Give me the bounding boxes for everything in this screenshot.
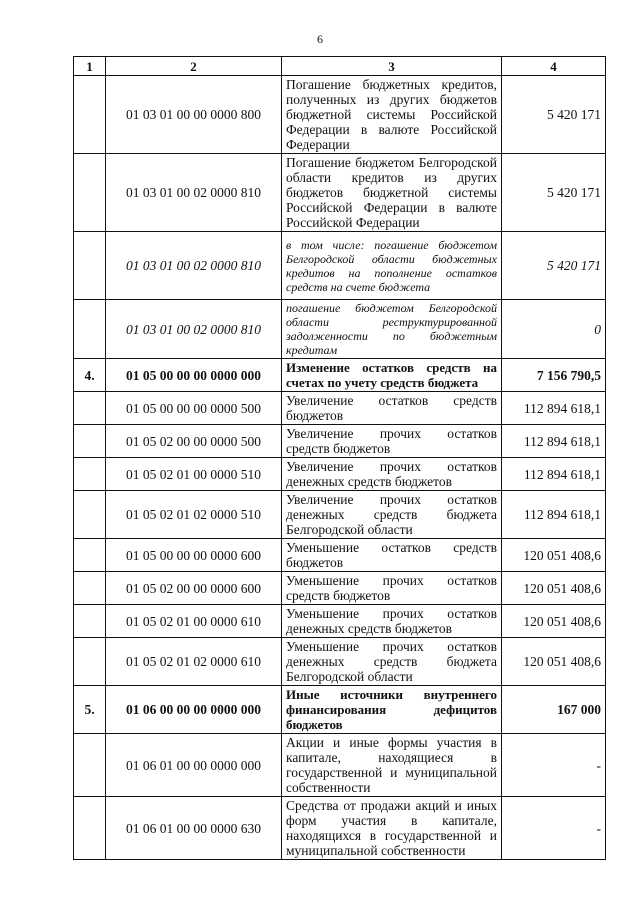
row-number [74,605,106,638]
row-amount: 5 420 171 [502,76,606,154]
table-row [74,686,606,734]
row-amount: - [502,797,606,860]
budget-code: 01 06 01 00 00 0000 630 [106,797,282,860]
row-amount: 120 051 408,6 [502,572,606,605]
header-col-1: 1 [74,57,106,76]
budget-code: 01 05 00 00 00 0000 500 [106,392,282,425]
page-number: 6 [317,32,323,46]
budget-code: 01 05 02 01 00 0000 510 [106,458,282,491]
row-description: Акции и иные формы участия в капитале, находящиеся в государственной и муниципальной собственности [282,734,502,797]
row-number [74,76,106,154]
row-description: Увеличение прочих остатков денежных средств бюджетов [282,458,502,491]
row-amount: 112 894 618,1 [502,491,606,539]
table-row [74,572,606,605]
row-description: Средства от продажи акций и иных форм участия в капитале, находящихся в государственной и муниципальной собственности [282,797,502,860]
row-number: 5. [74,686,106,734]
row-number [74,539,106,572]
table-row [74,232,606,300]
table-row [74,797,606,860]
row-number [74,425,106,458]
header-col-3: 3 [282,57,502,76]
header-col-2: 2 [106,57,282,76]
table-row [74,76,606,154]
budget-code: 01 03 01 00 00 0000 800 [106,76,282,154]
row-number [74,734,106,797]
financing-sources-table [73,56,606,860]
row-number: 4. [74,359,106,392]
row-amount: 5 420 171 [502,154,606,232]
row-description: Уменьшение прочих остатков денежных средств бюджета Белгородской области [282,638,502,686]
budget-code: 01 05 02 01 02 0000 610 [106,638,282,686]
budget-code: 01 05 02 00 00 0000 500 [106,425,282,458]
budget-code: 01 05 00 00 00 0000 600 [106,539,282,572]
budget-code: 01 06 01 00 00 0000 000 [106,734,282,797]
row-amount: 120 051 408,6 [502,539,606,572]
budget-code: 01 05 02 00 00 0000 600 [106,572,282,605]
row-amount: 112 894 618,1 [502,425,606,458]
table-row [74,154,606,232]
table-row [74,458,606,491]
row-number [74,491,106,539]
table-row [74,491,606,539]
row-amount: - [502,734,606,797]
budget-code: 01 05 02 01 02 0000 510 [106,491,282,539]
row-amount: 0 [502,300,606,359]
row-amount: 120 051 408,6 [502,638,606,686]
row-description: Погашение бюджетом Белгородской области кредитов из других бюджетов бюджетной системы Российской Федерации в валюте Российской Федерации [282,154,502,232]
row-amount: 7 156 790,5 [502,359,606,392]
row-amount: 167 000 [502,686,606,734]
budget-code: 01 03 01 00 02 0000 810 [106,154,282,232]
header-col-4: 4 [502,57,606,76]
row-description: Увеличение остатков средств бюджетов [282,392,502,425]
row-amount: 5 420 171 [502,232,606,300]
table-row [74,638,606,686]
row-amount: 120 051 408,6 [502,605,606,638]
row-description: Уменьшение остатков средств бюджетов [282,539,502,572]
row-description: Погашение бюджетных кредитов, полученных из других бюджетов бюджетной системы Российской Федерации в валюте Российской Федерации [282,76,502,154]
table-row [74,392,606,425]
row-amount: 112 894 618,1 [502,392,606,425]
budget-code: 01 03 01 00 02 0000 810 [106,300,282,359]
row-description: Изменение остатков средств на счетах по учету средств бюджета [282,359,502,392]
table-header-row [74,57,606,76]
table-row [74,300,606,359]
row-number [74,154,106,232]
table-row [74,425,606,458]
row-description: Уменьшение прочих остатков средств бюджетов [282,572,502,605]
row-amount: 112 894 618,1 [502,458,606,491]
row-description: Иные источники внутреннего финансирования дефицитов бюджетов [282,686,502,734]
row-number [74,300,106,359]
table-row [74,734,606,797]
row-number [74,392,106,425]
row-description: Увеличение прочих остатков средств бюджетов [282,425,502,458]
row-description: в том числе: погашение бюджетом Белгородской области бюджетных кредитов на пополнение остатков средств на счете бюджета [282,232,502,300]
budget-code: 01 05 02 01 00 0000 610 [106,605,282,638]
row-description: Уменьшение прочих остатков денежных средств бюджетов [282,605,502,638]
row-description: погашение бюджетом Белгородской области реструктурированной задолженности по бюджетным кредитам [282,300,502,359]
budget-code: 01 05 00 00 00 0000 000 [106,359,282,392]
table-row [74,539,606,572]
row-number [74,797,106,860]
budget-code: 01 06 00 00 00 0000 000 [106,686,282,734]
row-number [74,232,106,300]
table-row [74,605,606,638]
row-description: Увеличение прочих остатков денежных средств бюджета Белгородской области [282,491,502,539]
row-number [74,458,106,491]
row-number [74,638,106,686]
row-number [74,572,106,605]
table-row [74,359,606,392]
budget-code: 01 03 01 00 02 0000 810 [106,232,282,300]
